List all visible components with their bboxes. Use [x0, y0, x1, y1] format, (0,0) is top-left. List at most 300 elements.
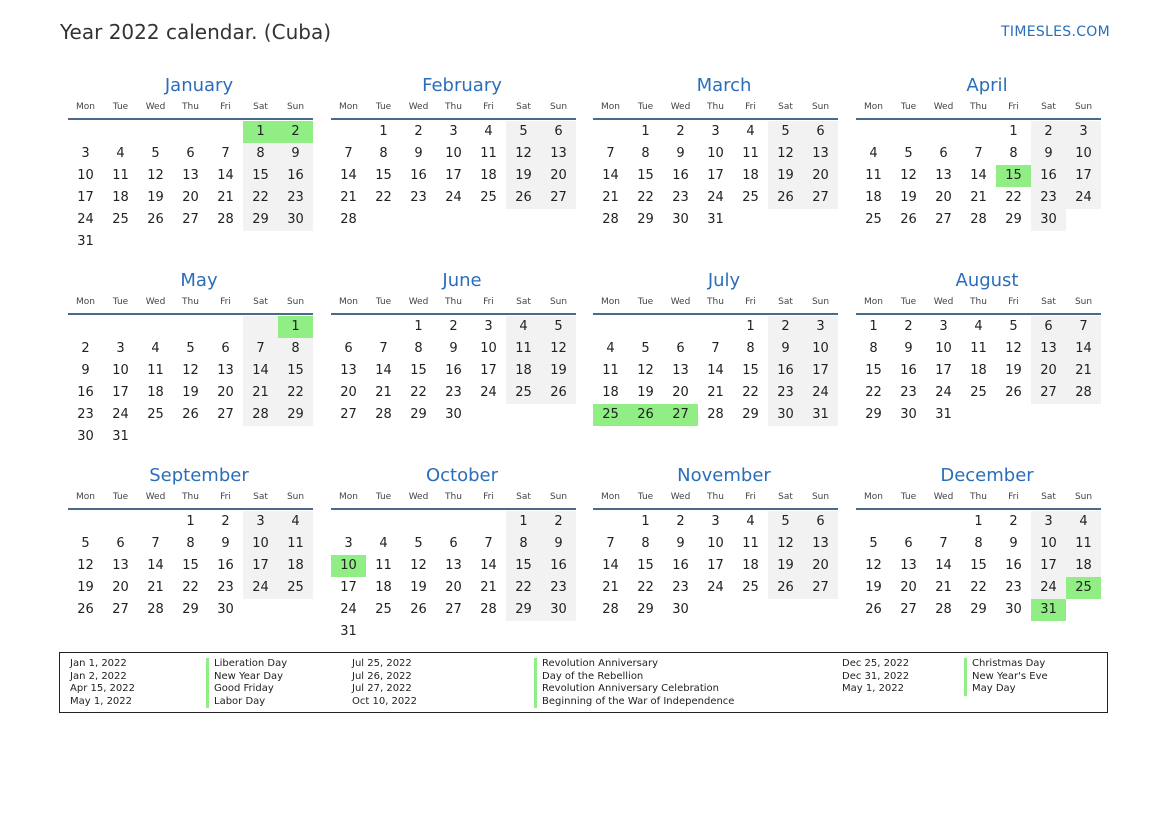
weekday-label: Mon — [864, 102, 883, 112]
day-cell: 12 — [182, 363, 199, 378]
day-cell: 2 — [81, 341, 90, 356]
weekday-label: Sat — [516, 492, 531, 502]
day-cell: 30 — [278, 209, 313, 231]
day-cell: 26 — [506, 187, 541, 209]
weekday-label: Thu — [182, 297, 199, 307]
day-cell: 10 — [707, 146, 724, 161]
day-cell: 7 — [151, 536, 160, 551]
weekday-label: Mon — [76, 102, 95, 112]
day-cell: 14 — [147, 558, 164, 573]
day-cell: 9 — [904, 341, 913, 356]
day-cell: 22 — [506, 577, 541, 599]
day-cell: 27 — [541, 187, 576, 209]
weekday-label: Mon — [339, 492, 358, 502]
day-cell: 7 — [221, 146, 230, 161]
legend-date: Jul 26, 2022 — [352, 670, 412, 682]
day-cell: 23 — [278, 187, 313, 209]
legend-name-column — [964, 658, 1048, 696]
day-cell: 7 — [243, 338, 278, 360]
day-cell: 20 — [217, 385, 234, 400]
day-cell: 10 — [707, 536, 724, 551]
day-cell: 29 — [506, 599, 541, 621]
month-title: January — [164, 75, 234, 96]
weekday-label: Fri — [220, 297, 231, 307]
day-cell: 12 — [506, 143, 541, 165]
weekday-header — [68, 98, 313, 120]
month-october — [331, 464, 576, 643]
day-cell: 18 — [278, 555, 313, 577]
weekday-label: Sat — [1041, 297, 1056, 307]
month-may — [68, 269, 313, 448]
day-cell: 2 — [449, 319, 458, 334]
empty-cell — [173, 231, 208, 253]
day-cell: 17 — [707, 168, 724, 183]
empty-cell — [138, 121, 173, 143]
weekday-label: Tue — [900, 492, 917, 502]
day-cell: 5 — [541, 316, 576, 338]
empty-cell — [803, 599, 838, 621]
empty-cell — [803, 209, 838, 231]
day-cell: 13 — [803, 533, 838, 555]
empty-cell — [331, 121, 366, 143]
empty-cell — [506, 209, 541, 231]
day-cell: 19 — [1005, 363, 1022, 378]
day-cell: 4 — [116, 146, 125, 161]
empty-cell — [138, 316, 173, 338]
day-cell: 12 — [768, 143, 803, 165]
day-cell: 21 — [147, 580, 164, 595]
day-cell: 20 — [541, 165, 576, 187]
month-february — [331, 74, 576, 231]
month-title: October — [425, 465, 499, 486]
empty-cell — [1066, 404, 1101, 426]
day-cell: 4 — [869, 146, 878, 161]
day-cell: 23 — [768, 382, 803, 404]
day-cell: 27 — [445, 602, 462, 617]
day-cell: 10 — [331, 555, 366, 577]
day-cell: 25 — [970, 385, 987, 400]
day-cell: 10 — [1031, 533, 1066, 555]
day-grid — [68, 120, 313, 253]
day-cell: 6 — [221, 341, 230, 356]
empty-cell — [103, 316, 138, 338]
day-cell: 6 — [541, 121, 576, 143]
empty-cell — [471, 404, 506, 426]
day-cell: 5 — [768, 511, 803, 533]
day-cell: 18 — [506, 360, 541, 382]
weekday-label: Sun — [1074, 102, 1093, 112]
day-cell: 10 — [243, 533, 278, 555]
day-cell: 29 — [182, 602, 199, 617]
weekday-label: Mon — [601, 102, 620, 112]
day-cell: 19 — [637, 385, 654, 400]
empty-cell — [926, 121, 961, 143]
legend-holiday-name: Beginning of the War of Independence — [534, 696, 734, 709]
day-cell: 15 — [742, 363, 759, 378]
day-cell: 20 — [900, 580, 917, 595]
day-cell: 23 — [672, 190, 689, 205]
legend-date: Apr 15, 2022 — [70, 683, 136, 695]
empty-cell — [278, 231, 313, 253]
month-december — [856, 464, 1101, 621]
day-cell: 3 — [243, 511, 278, 533]
legend-holiday-name: Christmas Day — [964, 658, 1048, 671]
day-cell: 4 — [278, 511, 313, 533]
day-cell: 10 — [935, 341, 952, 356]
day-cell: 25 — [480, 190, 497, 205]
day-cell: 18 — [742, 558, 759, 573]
weekday-label: Tue — [375, 492, 392, 502]
weekday-header — [331, 293, 576, 315]
day-cell: 12 — [865, 558, 882, 573]
day-cell: 4 — [974, 319, 983, 334]
weekday-label: Thu — [182, 102, 199, 112]
empty-cell — [506, 621, 541, 643]
empty-cell — [768, 209, 803, 231]
day-cell: 8 — [186, 536, 195, 551]
month-september — [68, 464, 313, 621]
day-cell: 31 — [1031, 599, 1066, 621]
day-cell: 5 — [1009, 319, 1018, 334]
day-cell: 14 — [340, 168, 357, 183]
day-cell: 10 — [445, 146, 462, 161]
day-cell: 29 — [970, 602, 987, 617]
day-cell: 19 — [865, 580, 882, 595]
day-cell: 25 — [742, 190, 759, 205]
empty-cell — [278, 426, 313, 448]
day-cell: 29 — [278, 404, 313, 426]
day-cell: 23 — [1005, 580, 1022, 595]
day-cell: 11 — [147, 363, 164, 378]
day-cell: 1 — [641, 124, 650, 139]
weekday-label: Sat — [778, 297, 793, 307]
site-link[interactable]: TIMESLES.COM — [1001, 24, 1110, 40]
day-cell: 13 — [541, 143, 576, 165]
day-cell: 5 — [506, 121, 541, 143]
day-cell: 14 — [970, 168, 987, 183]
weekday-label: Wed — [408, 102, 429, 112]
day-cell: 27 — [803, 187, 838, 209]
month-title: February — [422, 75, 502, 96]
weekday-label: Mon — [339, 297, 358, 307]
day-cell: 18 — [742, 168, 759, 183]
day-cell: 23 — [77, 407, 94, 422]
day-cell: 8 — [414, 341, 423, 356]
weekday-label: Sun — [1074, 492, 1093, 502]
weekday-label: Sat — [1041, 492, 1056, 502]
day-cell: 7 — [711, 341, 720, 356]
day-cell: 16 — [672, 558, 689, 573]
day-cell: 24 — [340, 602, 357, 617]
day-cell: 21 — [707, 385, 724, 400]
day-cell: 20 — [340, 385, 357, 400]
weekday-label: Mon — [601, 492, 620, 502]
month-june — [331, 269, 576, 426]
empty-cell — [208, 316, 243, 338]
day-cell: 1 — [506, 511, 541, 533]
day-cell: 20 — [445, 580, 462, 595]
weekday-label: Wed — [145, 492, 166, 502]
legend-holiday-name: May Day — [964, 683, 1048, 696]
day-cell: 8 — [746, 341, 755, 356]
day-cell: 16 — [278, 165, 313, 187]
day-cell: 13 — [217, 363, 234, 378]
legend-holiday-name: New Year's Eve — [964, 671, 1048, 684]
day-cell: 21 — [602, 580, 619, 595]
day-cell: 13 — [1031, 338, 1066, 360]
day-cell: 20 — [803, 165, 838, 187]
month-title: May — [180, 270, 218, 291]
day-cell: 15 — [506, 555, 541, 577]
empty-cell — [593, 121, 628, 143]
day-cell: 31 — [935, 407, 952, 422]
month-title: June — [442, 270, 482, 291]
day-cell: 27 — [217, 407, 234, 422]
legend-holiday-name: Revolution Anniversary Celebration — [534, 683, 734, 696]
empty-cell — [103, 511, 138, 533]
day-cell: 26 — [410, 602, 427, 617]
empty-cell — [471, 621, 506, 643]
day-cell: 3 — [939, 319, 948, 334]
day-cell: 6 — [803, 121, 838, 143]
day-cell: 21 — [340, 190, 357, 205]
empty-cell — [103, 121, 138, 143]
weekday-label: Sat — [516, 102, 531, 112]
empty-cell — [366, 316, 401, 338]
weekday-label: Sat — [253, 492, 268, 502]
weekday-label: Thu — [182, 492, 199, 502]
day-cell: 1 — [746, 319, 755, 334]
day-cell: 24 — [935, 385, 952, 400]
day-cell: 4 — [746, 514, 755, 529]
day-cell: 6 — [939, 146, 948, 161]
day-cell: 22 — [375, 190, 392, 205]
day-cell: 12 — [900, 168, 917, 183]
day-cell: 23 — [445, 385, 462, 400]
day-grid — [856, 510, 1101, 621]
day-cell: 30 — [672, 212, 689, 227]
day-cell: 30 — [445, 407, 462, 422]
legend-holiday-name: Liberation Day — [206, 658, 287, 671]
day-cell: 17 — [340, 580, 357, 595]
day-cell: 17 — [480, 363, 497, 378]
day-cell: 14 — [480, 558, 497, 573]
day-cell: 7 — [939, 536, 948, 551]
day-cell: 24 — [112, 407, 129, 422]
weekday-label: Sun — [811, 297, 830, 307]
day-cell: 22 — [637, 580, 654, 595]
day-grid — [856, 120, 1101, 231]
day-cell: 26 — [768, 577, 803, 599]
day-cell: 9 — [449, 341, 458, 356]
month-title: August — [955, 270, 1019, 291]
weekday-label: Mon — [864, 297, 883, 307]
day-cell: 14 — [1066, 338, 1101, 360]
weekday-label: Tue — [375, 297, 392, 307]
empty-cell — [1066, 599, 1101, 621]
day-cell: 20 — [672, 385, 689, 400]
day-cell: 11 — [375, 558, 392, 573]
day-cell: 26 — [182, 407, 199, 422]
day-cell: 16 — [77, 385, 94, 400]
day-cell: 11 — [506, 338, 541, 360]
day-cell: 11 — [480, 146, 497, 161]
empty-cell — [401, 209, 436, 231]
legend-holiday-name: Revolution Anniversary — [534, 658, 734, 671]
day-cell: 28 — [243, 404, 278, 426]
legend-date: Oct 10, 2022 — [352, 695, 417, 707]
weekday-label: Wed — [933, 492, 954, 502]
day-cell: 14 — [602, 168, 619, 183]
empty-cell — [471, 209, 506, 231]
empty-cell — [138, 231, 173, 253]
weekday-label: Fri — [1008, 492, 1019, 502]
day-cell: 2 — [1031, 121, 1066, 143]
day-cell: 2 — [676, 124, 685, 139]
day-cell: 13 — [803, 143, 838, 165]
day-cell: 15 — [637, 168, 654, 183]
day-cell: 3 — [81, 146, 90, 161]
day-cell: 18 — [112, 190, 129, 205]
day-cell: 13 — [340, 363, 357, 378]
day-cell: 22 — [410, 385, 427, 400]
weekday-label: Wed — [408, 297, 429, 307]
day-cell: 18 — [865, 190, 882, 205]
day-cell: 13 — [112, 558, 129, 573]
day-cell: 30 — [77, 429, 94, 444]
day-cell: 14 — [602, 558, 619, 573]
day-cell: 30 — [672, 602, 689, 617]
holiday-legend — [59, 652, 1108, 713]
day-cell: 25 — [147, 407, 164, 422]
day-cell: 3 — [803, 316, 838, 338]
page-title: Year 2022 calendar. (Cuba) — [60, 20, 331, 44]
day-cell: 18 — [970, 363, 987, 378]
month-title: July — [707, 270, 741, 291]
empty-cell — [628, 316, 663, 338]
empty-cell — [506, 404, 541, 426]
day-cell: 17 — [1066, 165, 1101, 187]
empty-cell — [856, 121, 891, 143]
day-cell: 4 — [746, 124, 755, 139]
day-cell: 29 — [1005, 212, 1022, 227]
weekday-label: Wed — [145, 102, 166, 112]
weekday-label: Tue — [375, 102, 392, 112]
weekday-label: Mon — [76, 297, 95, 307]
day-cell: 13 — [445, 558, 462, 573]
day-cell: 8 — [243, 143, 278, 165]
legend-holiday-name: New Year Day — [206, 671, 287, 684]
weekday-label: Thu — [445, 102, 462, 112]
weekday-label: Wed — [408, 492, 429, 502]
empty-cell — [401, 621, 436, 643]
weekday-label: Thu — [970, 492, 987, 502]
day-cell: 28 — [935, 602, 952, 617]
day-cell: 31 — [803, 404, 838, 426]
empty-cell — [891, 511, 926, 533]
day-cell: 15 — [996, 165, 1031, 187]
day-cell: 12 — [1005, 341, 1022, 356]
weekday-header — [331, 98, 576, 120]
day-cell: 25 — [112, 212, 129, 227]
empty-cell — [663, 316, 698, 338]
day-cell: 27 — [1031, 382, 1066, 404]
weekday-label: Sat — [778, 102, 793, 112]
empty-cell — [733, 209, 768, 231]
day-cell: 16 — [410, 168, 427, 183]
day-cell: 26 — [77, 602, 94, 617]
day-cell: 22 — [182, 580, 199, 595]
day-cell: 1 — [379, 124, 388, 139]
day-cell: 4 — [606, 341, 615, 356]
day-cell: 3 — [1031, 511, 1066, 533]
legend-name-column — [206, 658, 287, 708]
day-cell: 17 — [707, 558, 724, 573]
day-cell: 20 — [803, 555, 838, 577]
day-cell: 11 — [742, 146, 759, 161]
day-cell: 26 — [628, 404, 663, 426]
day-cell: 23 — [217, 580, 234, 595]
day-cell: 16 — [1031, 165, 1066, 187]
day-cell: 25 — [742, 580, 759, 595]
empty-cell — [1031, 404, 1066, 426]
day-cell: 8 — [379, 146, 388, 161]
day-cell: 24 — [243, 577, 278, 599]
weekday-label: Sun — [286, 102, 305, 112]
day-cell: 10 — [77, 168, 94, 183]
empty-cell — [366, 511, 401, 533]
day-cell: 7 — [606, 536, 615, 551]
day-cell: 3 — [1066, 121, 1101, 143]
day-cell: 12 — [77, 558, 94, 573]
day-cell: 13 — [900, 558, 917, 573]
day-cell: 26 — [1005, 385, 1022, 400]
empty-cell — [331, 316, 366, 338]
day-cell: 16 — [672, 168, 689, 183]
empty-cell — [243, 231, 278, 253]
day-cell: 13 — [182, 168, 199, 183]
day-cell: 29 — [637, 602, 654, 617]
empty-cell — [208, 231, 243, 253]
legend-date: Jan 2, 2022 — [70, 670, 127, 682]
day-cell: 24 — [707, 190, 724, 205]
weekday-label: Thu — [445, 492, 462, 502]
day-cell: 9 — [221, 536, 230, 551]
day-cell: 30 — [217, 602, 234, 617]
day-cell: 1 — [641, 514, 650, 529]
day-cell: 5 — [904, 146, 913, 161]
day-cell: 23 — [541, 577, 576, 599]
day-cell: 2 — [278, 121, 313, 143]
day-cell: 30 — [541, 599, 576, 621]
legend-date: Dec 25, 2022 — [842, 658, 910, 669]
day-cell: 31 — [77, 234, 94, 249]
day-cell: 7 — [1066, 316, 1101, 338]
day-cell: 30 — [1005, 602, 1022, 617]
weekday-header — [593, 488, 838, 510]
day-cell: 20 — [112, 580, 129, 595]
day-cell: 25 — [375, 602, 392, 617]
day-cell: 2 — [768, 316, 803, 338]
day-cell: 31 — [340, 624, 357, 639]
weekday-label: Thu — [445, 297, 462, 307]
empty-cell — [331, 511, 366, 533]
weekday-label: Sun — [1074, 297, 1093, 307]
day-cell: 4 — [506, 316, 541, 338]
day-cell: 26 — [541, 382, 576, 404]
weekday-label: Thu — [707, 297, 724, 307]
legend-holiday-name: Day of the Rebellion — [534, 671, 734, 684]
